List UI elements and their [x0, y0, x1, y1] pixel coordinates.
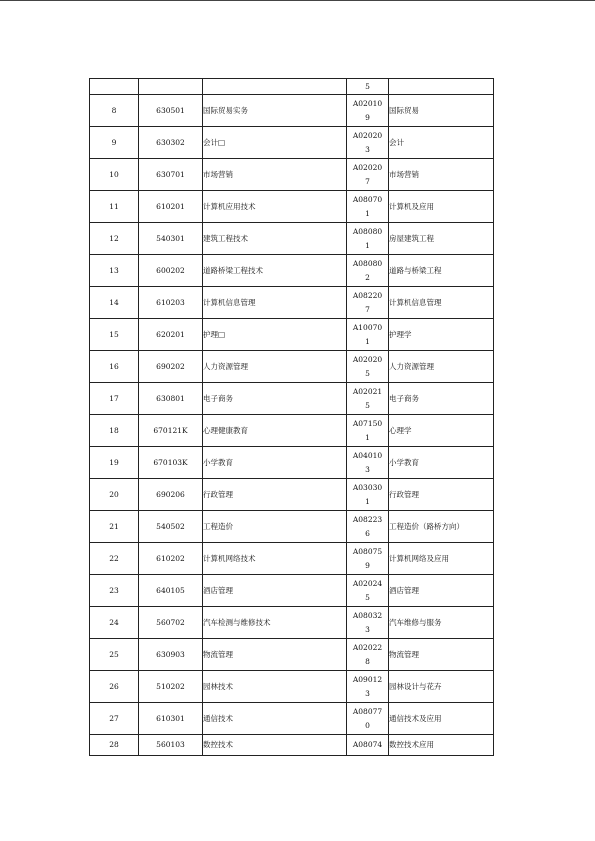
table-row [90, 95, 494, 127]
category-code-line: 5 [365, 81, 370, 91]
cell-no: 24 [90, 607, 139, 639]
table-row [90, 191, 494, 223]
category-code-line: A03030 [352, 482, 383, 492]
category-code-line: 5 [365, 368, 370, 378]
cell-code: 560702 [139, 607, 203, 639]
cell-category-code [347, 639, 389, 671]
cell-no: 26 [90, 671, 139, 703]
cell-major: 汽车维修与服务 [389, 607, 494, 639]
cell-code [139, 79, 203, 95]
major-mapping-table [89, 78, 494, 756]
cell-code: 540502 [139, 511, 203, 543]
cell-code: 610203 [139, 287, 203, 319]
cell-code: 620201 [139, 319, 203, 351]
cell-code: 670103K [139, 447, 203, 479]
cell-name: 工程造价 [203, 511, 347, 543]
cell-code: 630801 [139, 383, 203, 415]
category-code-line: A02021 [352, 386, 383, 396]
table-row [90, 671, 494, 703]
cell-major: 园林设计与花卉 [389, 671, 494, 703]
category-code-line: A08080 [352, 258, 383, 268]
cell-name: 建筑工程技术 [203, 223, 347, 255]
table-row [90, 319, 494, 351]
category-code-line: 7 [365, 304, 370, 314]
category-code-line: A02020 [352, 354, 383, 364]
cell-no: 27 [90, 703, 139, 735]
table-row [90, 479, 494, 511]
cell-name: 国际贸易实务 [203, 95, 347, 127]
category-code-line: A08074 [352, 740, 383, 749]
cell-name: 电子商务 [203, 383, 347, 415]
category-code-line: A02020 [352, 162, 383, 172]
table-row [90, 383, 494, 415]
cell-category-code [347, 447, 389, 479]
category-code-line: 1 [365, 336, 370, 346]
category-code-line: 1 [365, 432, 370, 442]
cell-major: 市场营销 [389, 159, 494, 191]
category-code-line: 3 [365, 688, 370, 698]
table-row [90, 607, 494, 639]
cell-name: 汽车检测与维修技术 [203, 607, 347, 639]
cell-code: 630701 [139, 159, 203, 191]
cell-name: 计算机应用技术 [203, 191, 347, 223]
cell-major: 电子商务 [389, 383, 494, 415]
cell-code: 610301 [139, 703, 203, 735]
cell-no [90, 79, 139, 95]
cell-major: 酒店管理 [389, 575, 494, 607]
category-code-line: A02010 [352, 98, 383, 108]
cell-code: 690202 [139, 351, 203, 383]
cell-code: 670121K [139, 415, 203, 447]
category-code-line: 9 [365, 112, 370, 122]
table-row-continuation [90, 79, 494, 95]
category-code-line: A08080 [352, 226, 383, 236]
cell-name: 人力资源管理 [203, 351, 347, 383]
cell-major: 计算机网络及应用 [389, 543, 494, 575]
cell-name: 行政管理 [203, 479, 347, 511]
table-row [90, 159, 494, 191]
table-row [90, 287, 494, 319]
cell-name: 园林技术 [203, 671, 347, 703]
category-code-line: 6 [365, 528, 370, 538]
cell-category-code [347, 159, 389, 191]
cell-major: 小学教育 [389, 447, 494, 479]
cell-major: 行政管理 [389, 479, 494, 511]
cell-major: 房屋建筑工程 [389, 223, 494, 255]
table-body [90, 79, 494, 756]
category-code-line: A02024 [352, 578, 383, 588]
cell-major: 物流管理 [389, 639, 494, 671]
cell-code: 610202 [139, 543, 203, 575]
category-code-line: 1 [365, 208, 370, 218]
cell-no: 10 [90, 159, 139, 191]
cell-major: 人力资源管理 [389, 351, 494, 383]
cell-major: 通信技术及应用 [389, 703, 494, 735]
category-code-line: A08223 [352, 514, 383, 524]
cell-no: 20 [90, 479, 139, 511]
category-code-line: 0 [365, 720, 370, 730]
cell-name: 物流管理 [203, 639, 347, 671]
cell-code: 540301 [139, 223, 203, 255]
category-code-line: A08070 [352, 194, 383, 204]
cell-category-code [347, 287, 389, 319]
cell-no: 25 [90, 639, 139, 671]
table-row [90, 223, 494, 255]
cell-code: 630501 [139, 95, 203, 127]
category-code-line: 1 [365, 496, 370, 506]
cell-name: 酒店管理 [203, 575, 347, 607]
category-code-line: 7 [365, 176, 370, 186]
cell-code: 560103 [139, 735, 203, 756]
cell-name: 市场营销 [203, 159, 347, 191]
cell-category-code [347, 575, 389, 607]
cell-category-code [347, 319, 389, 351]
cell-category-code [347, 191, 389, 223]
cell-no: 19 [90, 447, 139, 479]
table-row [90, 735, 494, 756]
cell-no: 22 [90, 543, 139, 575]
category-code-line: A08075 [352, 546, 383, 556]
category-code-line: 2 [365, 272, 370, 282]
category-code-line: A08077 [352, 706, 383, 716]
cell-category-code [347, 79, 389, 95]
cell-code: 690206 [139, 479, 203, 511]
cell-category-code [347, 479, 389, 511]
category-code-line: 3 [365, 464, 370, 474]
table-row [90, 703, 494, 735]
category-code-line: A02020 [352, 130, 383, 140]
cell-no: 15 [90, 319, 139, 351]
cell-major: 计算机及应用 [389, 191, 494, 223]
cell-category-code [347, 351, 389, 383]
cell-code: 630302 [139, 127, 203, 159]
cell-category-code [347, 415, 389, 447]
table-row [90, 639, 494, 671]
table-row [90, 543, 494, 575]
cell-no: 9 [90, 127, 139, 159]
cell-major [389, 79, 494, 95]
cell-name: 小学教育 [203, 447, 347, 479]
category-code-line: A09012 [352, 674, 383, 684]
table-row [90, 127, 494, 159]
cell-category-code [347, 703, 389, 735]
cell-no: 14 [90, 287, 139, 319]
cell-major: 道路与桥梁工程 [389, 255, 494, 287]
cell-category-code [347, 127, 389, 159]
cell-name: 会计□ [203, 127, 347, 159]
cell-code: 510202 [139, 671, 203, 703]
cell-category-code [347, 543, 389, 575]
category-code-line: 9 [365, 560, 370, 570]
cell-no: 21 [90, 511, 139, 543]
cell-code: 630903 [139, 639, 203, 671]
cell-name [203, 79, 347, 95]
cell-no: 28 [90, 735, 139, 756]
cell-name: 计算机信息管理 [203, 287, 347, 319]
cell-category-code [347, 383, 389, 415]
cell-major: 工程造价（路桥方向） [389, 511, 494, 543]
category-code-line: A07150 [352, 418, 383, 428]
cell-category-code [347, 735, 389, 756]
cell-major: 护理学 [389, 319, 494, 351]
table-row [90, 255, 494, 287]
cell-no: 12 [90, 223, 139, 255]
cell-category-code [347, 223, 389, 255]
category-code-line: A10070 [352, 322, 383, 332]
category-code-line: 3 [365, 624, 370, 634]
table-row [90, 511, 494, 543]
cell-code: 640105 [139, 575, 203, 607]
table-row [90, 447, 494, 479]
category-code-line: 3 [365, 144, 370, 154]
cell-major: 国际贸易 [389, 95, 494, 127]
cell-name: 计算机网络技术 [203, 543, 347, 575]
cell-category-code [347, 671, 389, 703]
cell-major: 数控技术应用 [389, 735, 494, 756]
category-code-line: 5 [365, 592, 370, 602]
cell-no: 17 [90, 383, 139, 415]
cell-name: 护理□ [203, 319, 347, 351]
category-code-line: A08220 [352, 290, 383, 300]
cell-no: 8 [90, 95, 139, 127]
category-code-line: A02022 [352, 642, 383, 652]
table-row [90, 415, 494, 447]
cell-no: 18 [90, 415, 139, 447]
cell-major: 心理学 [389, 415, 494, 447]
cell-code: 610201 [139, 191, 203, 223]
cell-code: 600202 [139, 255, 203, 287]
cell-name: 心理健康教育 [203, 415, 347, 447]
category-code-line: 1 [365, 240, 370, 250]
cell-major: 会计 [389, 127, 494, 159]
cell-category-code [347, 607, 389, 639]
table-row [90, 575, 494, 607]
table-row [90, 351, 494, 383]
cell-name: 道路桥梁工程技术 [203, 255, 347, 287]
category-code-line: 5 [365, 400, 370, 410]
cell-no: 11 [90, 191, 139, 223]
cell-name: 通信技术 [203, 703, 347, 735]
cell-name: 数控技术 [203, 735, 347, 756]
category-code-line: 8 [365, 656, 370, 666]
cell-no: 16 [90, 351, 139, 383]
cell-category-code [347, 95, 389, 127]
cell-no: 23 [90, 575, 139, 607]
cell-category-code [347, 511, 389, 543]
category-code-line: A04010 [352, 450, 383, 460]
cell-no: 13 [90, 255, 139, 287]
cell-major: 计算机信息管理 [389, 287, 494, 319]
category-code-line: A08032 [352, 610, 383, 620]
page-top-rule [0, 0, 595, 1]
cell-category-code [347, 255, 389, 287]
